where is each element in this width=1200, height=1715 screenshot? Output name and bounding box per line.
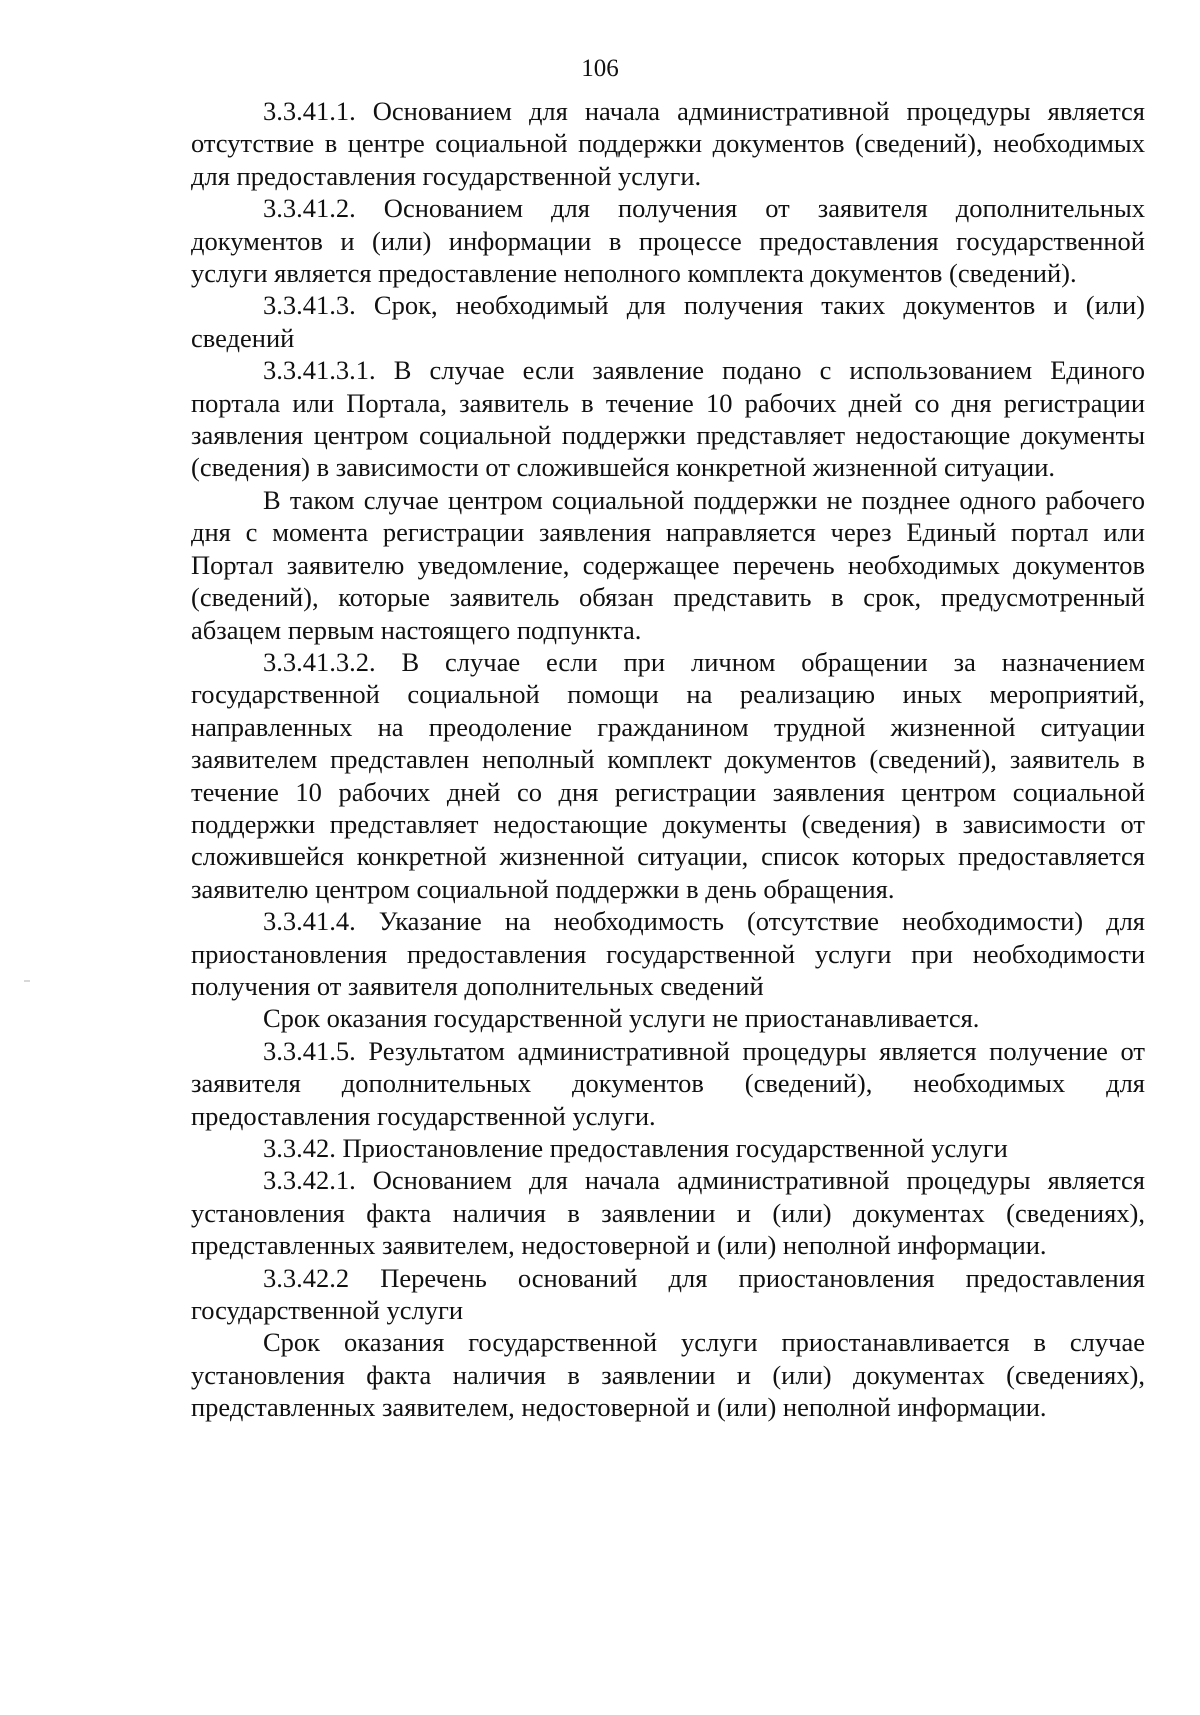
paragraph-3-3-41-5: 3.3.41.5. Результатом административной процедуры является получение от заявителя дополнительных документов (сведений), необходимых для предоставления государственной услуги. (191, 1035, 1145, 1131)
paragraph-3-3-41-3-1: 3.3.41.3.1. В случае если заявление подано с использованием Единого портала или Портала, заявитель в течение 10 рабочих дней со дня регистрации заявления центром социальной поддержки представляет недостающие документы (сведения) в зависимости от сложившейся конкретной жизненной ситуации. (191, 355, 1145, 483)
paragraph-3-3-41-3-2: 3.3.41.3.2. В случае если при личном обращении за назначением государственной социальной помощи на реализацию иных мероприятий, направленных на преодоление гражданином трудной жизненной ситуации заявителем представлен неполный комплект документов (сведений), заявитель в течение 10 рабочих дней со дня регистрации заявления центром социальной поддержки представляет недостающие документы (сведения) в зависимости от сложившейся конкретной жизненной ситуации, список которых предоставляется заявителю центром социальной поддержки в день обращения. (191, 646, 1145, 904)
paragraph-term-suspended: Срок оказания государственной услуги приостанавливается в случае установления факта наличия в заявлении и (или) документах (сведениях), представленных заявителем, недостоверной и (или) неполной информации. (191, 1327, 1145, 1423)
page-number: 106 (581, 55, 619, 82)
paragraph-3-3-42-heading: 3.3.42. Приостановление предоставления государственной услуги (263, 1133, 1008, 1163)
paragraph-3-3-41-1: 3.3.41.1. Основанием для начала административной процедуры является отсутствие в центре социальной поддержки документов (сведений), необходимых для предоставления государственной услуги. (191, 96, 1145, 191)
paragraph-notification: В таком случае центром социальной поддержки не позднее одного рабочего дня с момента регистрации заявления направляется через Единый портал или Портал заявителю уведомление, содержащее перечень необходимых документов (сведений), которые заявитель обязан представить в срок, предусмотренный абзацем первым настоящего подпункта. (191, 484, 1145, 645)
paragraph-3-3-41-3: 3.3.41.3. Срок, необходимый для получения таких документов и (или) сведений (191, 290, 1145, 353)
paragraph-3-3-42-1: 3.3.42.1. Основанием для начала административной процедуры является установления факта наличия в заявлении и (или) документах (сведениях), представленных заявителем, недостоверной и (или) неполной информации. (191, 1165, 1145, 1261)
paragraph-3-3-42-2: 3.3.42.2 Перечень оснований для приостановления предоставления государственной услуги (191, 1262, 1145, 1326)
document-body (191, 95, 1145, 1424)
paragraph-term-not-suspended: Срок оказания государственной услуги не приостанавливается. (263, 1003, 980, 1034)
paragraph-3-3-41-4: 3.3.41.4. Указание на необходимость (отсутствие необходимости) для приостановления предоставления государственной услуги при необходимости получения от заявителя дополнительных сведений (191, 906, 1145, 1001)
scan-edge-mark (24, 980, 30, 982)
paragraph-3-3-41-2: 3.3.41.2. Основанием для получения от заявителя дополнительных документов и (или) информации в процессе предоставления государственной услуги является предоставление неполного комплекта документов (сведений). (191, 193, 1145, 289)
